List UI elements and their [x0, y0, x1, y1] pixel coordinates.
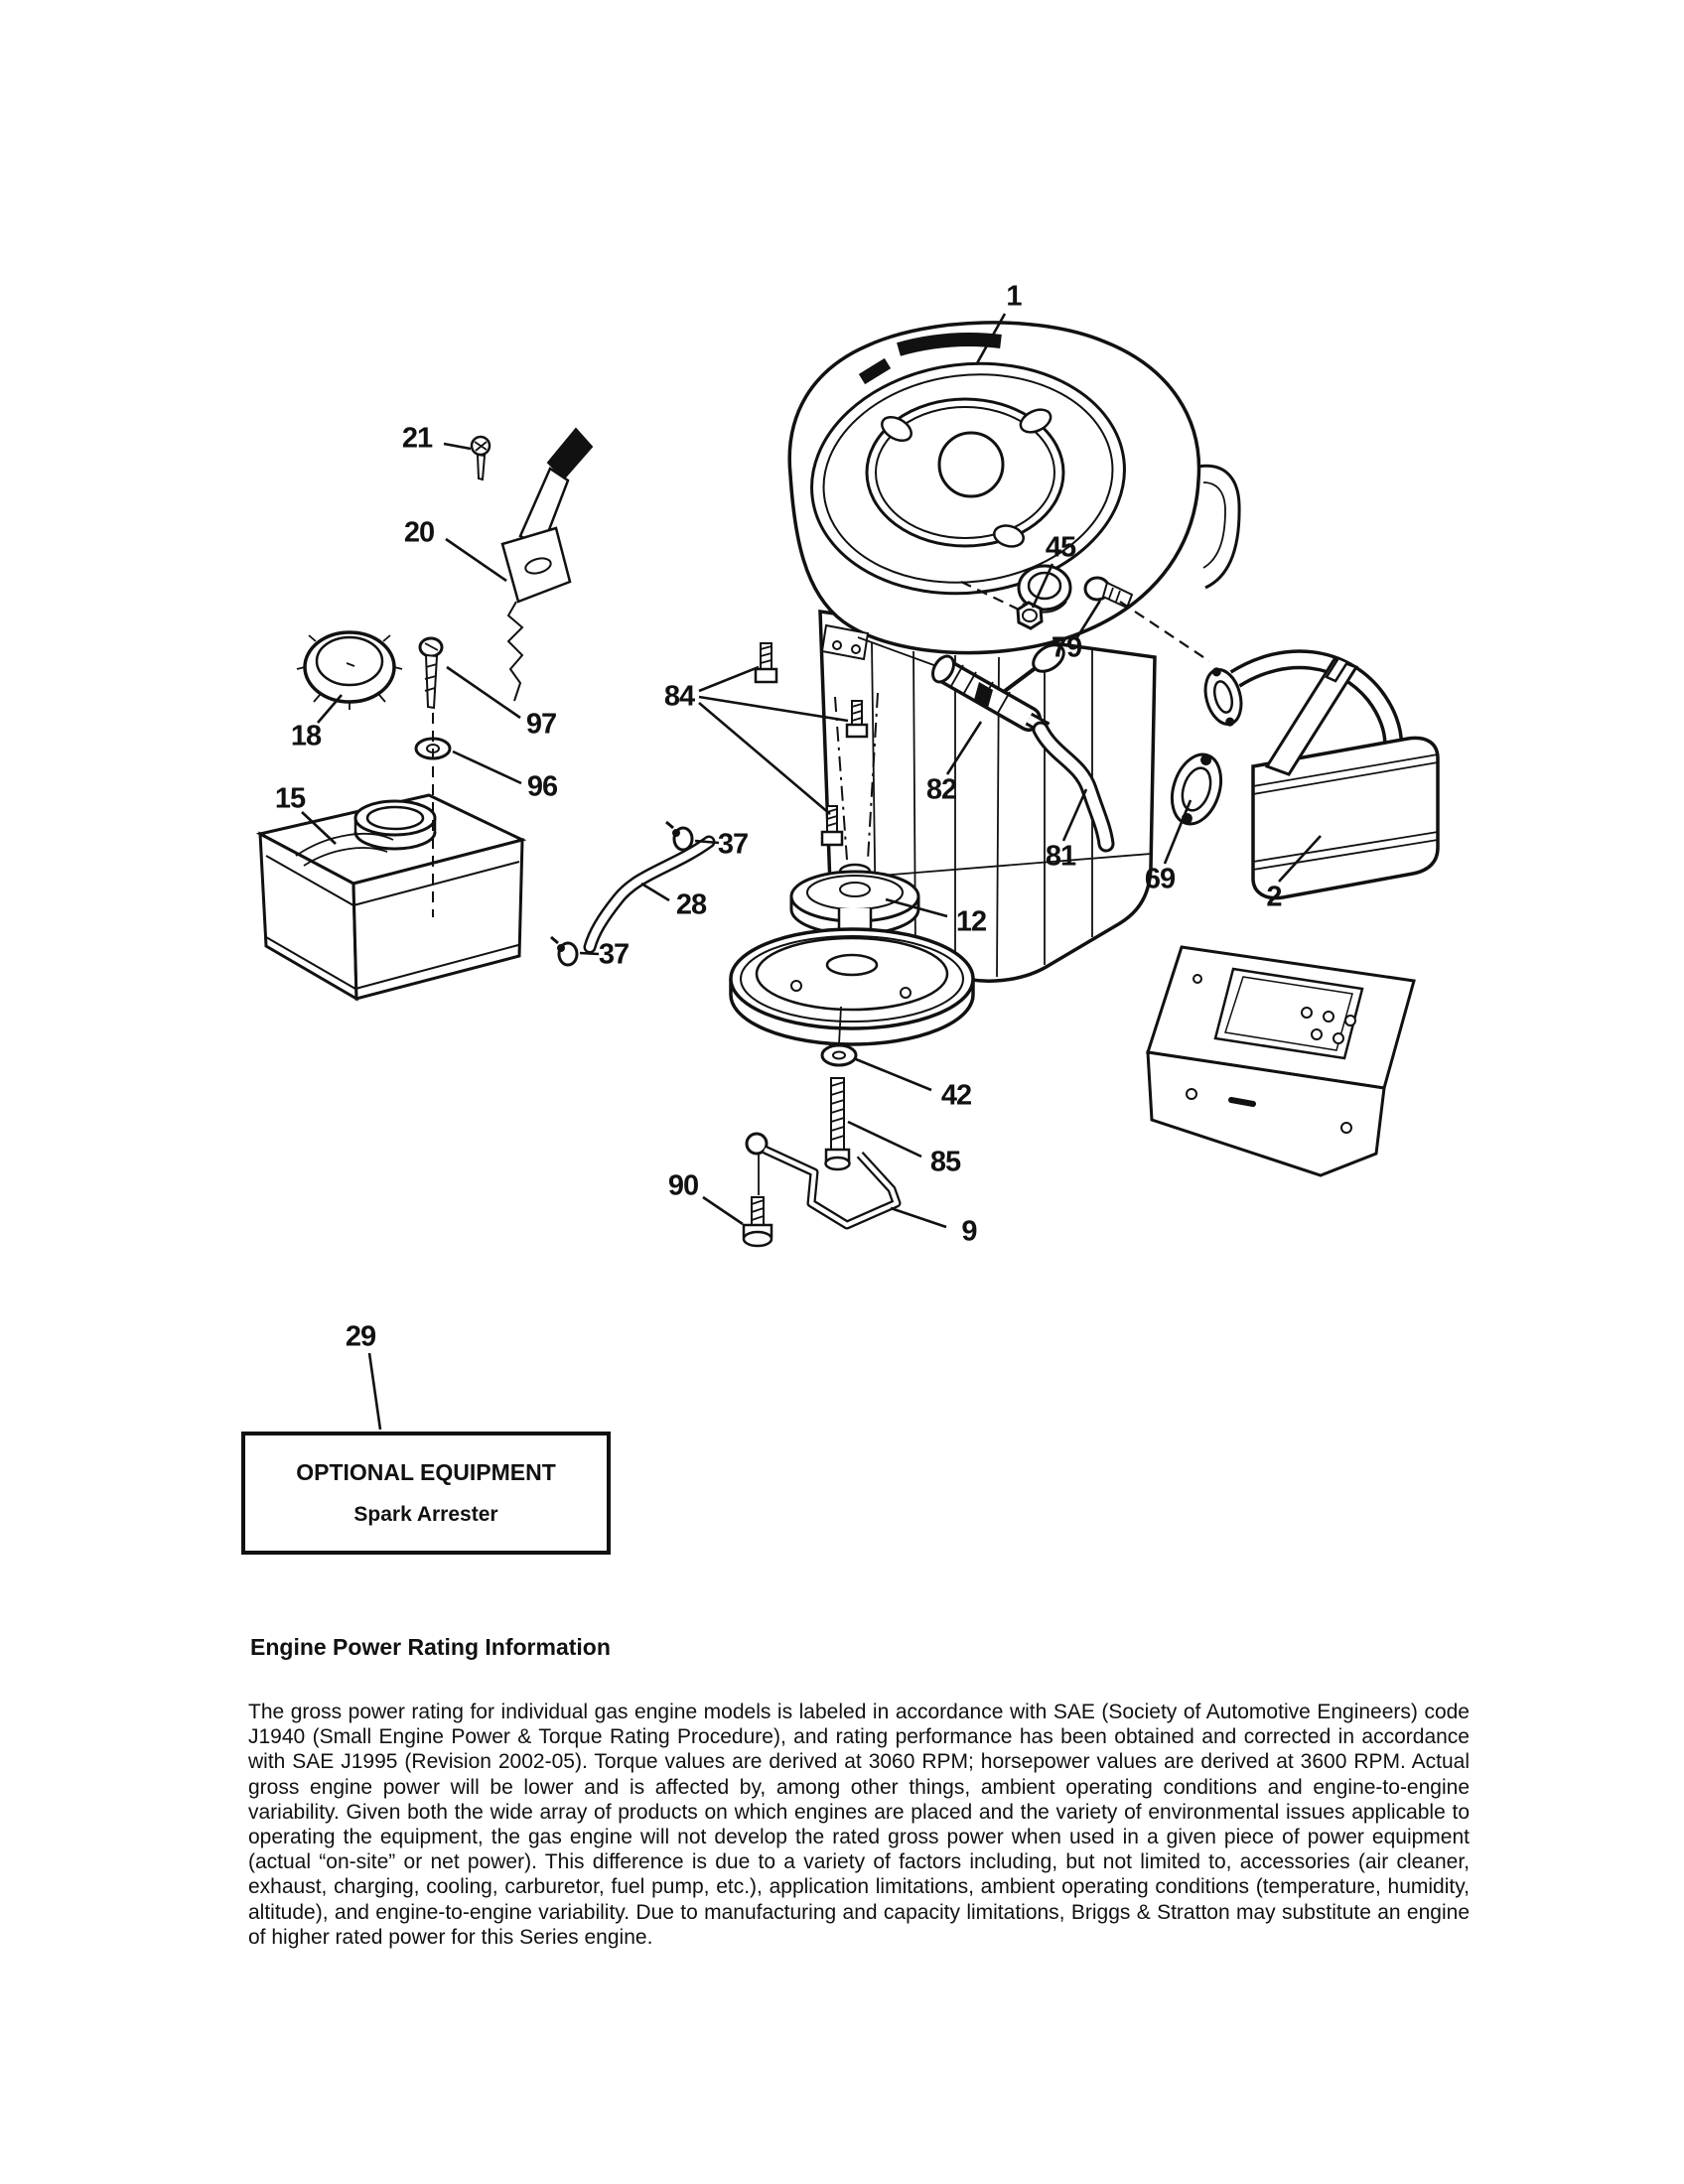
power-rating-heading: Engine Power Rating Information: [250, 1634, 611, 1660]
callout-90: 90: [667, 1169, 699, 1202]
leader-line-84: [699, 703, 830, 814]
leader-line-97: [447, 667, 520, 718]
leader-line-20: [446, 539, 506, 581]
callout-96: 96: [526, 770, 558, 803]
leader-line-96: [453, 751, 521, 783]
callout-37b: 37: [598, 938, 630, 971]
fuel-tank: [260, 795, 522, 999]
hose-clamp-lower: [551, 937, 577, 965]
callout-84: 84: [663, 680, 695, 713]
callout-29: 29: [345, 1320, 376, 1353]
callout-1: 1: [1006, 280, 1022, 313]
leader-line-37b: [580, 953, 599, 954]
bracket-bolt: [744, 1197, 772, 1246]
callout-9: 9: [961, 1215, 977, 1248]
power-rating-body: The gross power rating for individual gas engine models is labeled in accordance with SAE (Society of Automotive Engineers) code J1940 (Small Engine Power & Torque Rating Procedure), and rating performance has been obtained and corrected in accordance with SAE J1995 (Revision 2002-05). Torque values are derived at 3060 RPM; horsepower values are derived at 3600 RPM. Actual gross engine power will be lower and is affected by, among other things, ambient operating conditions and engine-to-engine variability. Given both the wide array of products on which engines are placed and the variety of environmental issues applicable to operating the equipment, the gas engine will not develop the rated gross power when used in a given piece of power equipment (actual “on-site” or net power). This difference is due to a variety of factors including, but not limited to, accessories (air cleaner, exhaust, charging, cooling, carburetor, fuel pump, etc.), application limitations, ambient operating conditions (temperature, humidity, altitude), and engine-to-engine variability. Due to manufacturing and capacity limitations, Briggs & Stratton may substitute an engine of higher rated power for this Series engine.: [248, 1701, 1470, 1949]
leader-line-84: [699, 667, 759, 691]
leader-line-42: [856, 1059, 931, 1090]
callout-85: 85: [929, 1146, 961, 1178]
exhaust-gasket: [1164, 749, 1229, 831]
leader-line-21: [444, 444, 471, 449]
support-bracket-rod: [747, 1134, 897, 1225]
optional-equipment-title: OPTIONAL EQUIPMENT: [296, 1458, 556, 1485]
callout-79: 79: [1051, 631, 1082, 664]
flat-washer: [822, 1045, 856, 1065]
muffler: [1199, 658, 1438, 898]
callout-45: 45: [1045, 531, 1076, 564]
optional-equipment-subtitle: Spark Arrester: [353, 1503, 498, 1527]
callout-97: 97: [525, 708, 557, 741]
callout-18: 18: [290, 720, 322, 752]
leader-line-28: [641, 884, 669, 900]
callout-15: 15: [274, 782, 306, 815]
fuel-cap: [297, 632, 402, 710]
long-mounting-bolt: [826, 1078, 850, 1169]
callout-42: 42: [940, 1079, 972, 1112]
callout-2: 2: [1266, 881, 1282, 913]
callout-69: 69: [1144, 863, 1176, 895]
leader-line-9: [891, 1208, 946, 1227]
leader-line-29: [369, 1353, 380, 1430]
callout-37a: 37: [717, 828, 749, 861]
callout-82: 82: [925, 773, 957, 806]
callout-12: 12: [955, 905, 987, 938]
callout-21: 21: [401, 422, 433, 455]
mounting-plate: [1148, 947, 1414, 1175]
leader-line-90: [703, 1197, 743, 1224]
optional-equipment-box: [241, 1432, 611, 1555]
callout-81: 81: [1045, 840, 1076, 873]
flange-nut: [1018, 603, 1042, 628]
leader-line-85: [848, 1122, 921, 1157]
throttle-control: [472, 429, 592, 701]
hose-clamp-upper: [666, 822, 692, 850]
callout-28: 28: [675, 888, 707, 921]
callout-20: 20: [403, 516, 435, 549]
